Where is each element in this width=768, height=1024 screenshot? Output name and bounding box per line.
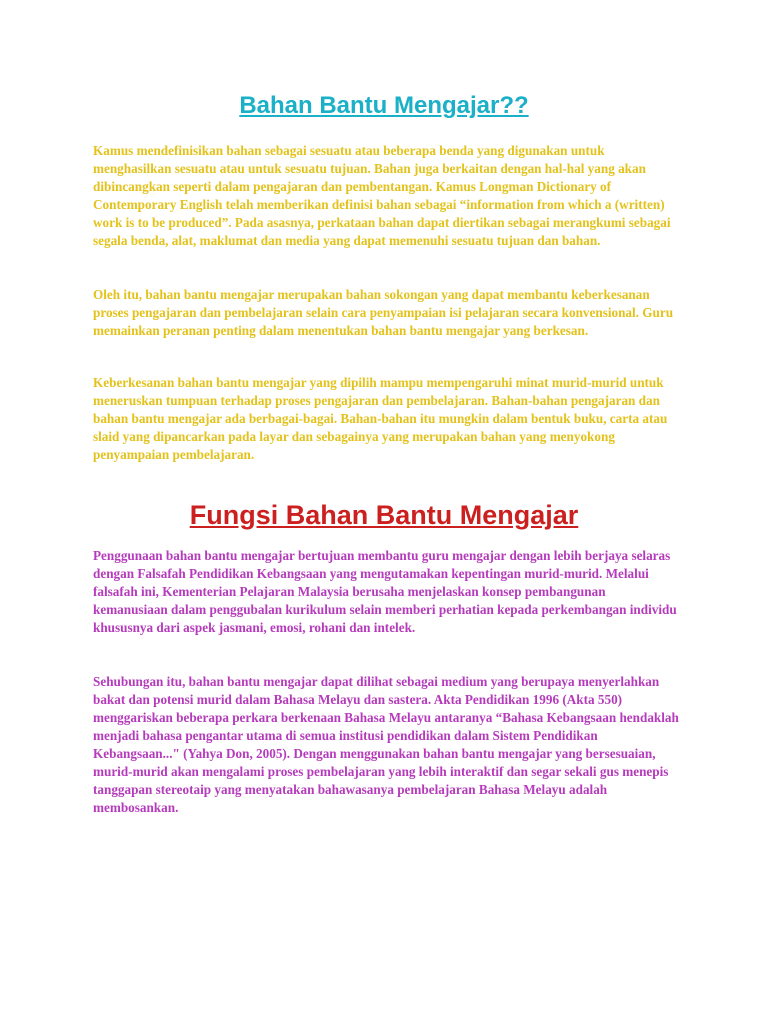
paragraph-purpose: Penggunaan bahan bantu mengajar bertujuan membantu guru mengajar dengan lebih berjaya selaras dengan Falsafah Pendidikan Kebangsaan yang mengutamakan kepentingan murid-murid. Melalui falsafah ini, Kementerian Pelajaran Malaysia berusaha menjelaskan konsep pembangunan kemanusiaan dalam penggubalan kurikulum selain memberi perhatian kepada perkembangan individu khususnya dari aspek jasmani, emosi, rohani dan intelek. — [93, 548, 677, 635]
section-title-bahan-bantu-mengajar: Bahan Bantu Mengajar?? — [239, 92, 529, 119]
paragraph-definition: Kamus mendefinisikan bahan sebagai sesuatu atau beberapa benda yang digunakan untuk menghasilkan sesuatu atau untuk sesuatu tujuan. Bahan juga berkaitan dengan hal-hal yang akan dibincangkan seperti dalam pengajaran dan pembentangan. Kamus Longman Dictionary of Contemporary English telah memberikan definisi bahan sebagai “information from which a (written) work is to be produced”. Pada asasnya, perkataan bahan dapat diertikan sebagai merangkumi sebagai segala benda, alat, maklumat dan media yang dapat memenuhi sesuatu tujuan dan bahan. — [93, 143, 671, 248]
paragraph-medium: Sehubungan itu, bahan bantu mengajar dapat dilihat sebagai medium yang berupaya menyerlahkan bakat dan potensi murid dalam Bahasa Melayu dan sastera. Akta Pendidikan 1996 (Akta 550) menggariskan beberapa perkara berkenaan Bahasa Melayu antaranya “Bahasa Kebangsaan hendaklah menjadi bahasa pengantar utama di semua institusi pendidikan dalam Sistem Pendidikan Kebangsaan..." (Yahya Don, 2005). Dengan menggunakan bahan bantu mengajar yang bersesuaian, murid-murid akan mengalami proses pembelajaran yang lebih interaktif dan segar sekali gus menepis tanggapan stereotaip yang menyatakan bahawasanya pembelajaran Bahasa Melayu adalah membosankan. — [93, 674, 679, 815]
paragraph-support-material: Oleh itu, bahan bantu mengajar merupakan bahan sokongan yang dapat membantu keberkesanan proses pengajaran dan pembelajaran selain cara penyampaian isi pelajaran secara konvensional. Guru memainkan peranan penting dalam menentukan bahan bantu mengajar yang berkesan. — [93, 287, 674, 338]
section-title-fungsi: Fungsi Bahan Bantu Mengajar — [189, 500, 579, 530]
paragraph-effectiveness: Keberkesanan bahan bantu mengajar yang dipilih mampu mempengaruhi minat murid-murid untuk meneruskan tumpuan terhadap proses pengajaran dan pembelajaran. Bahan-bahan pengajaran dan bahan bantu mengajar ada berbagai-bagai. Bahan-bahan itu mungkin dalam bentuk buku, carta atau slaid yang dipancarkan pada layar dan sebagainya yang merupakan bahan yang menyokong penyampaian pembelajaran. — [93, 375, 668, 462]
